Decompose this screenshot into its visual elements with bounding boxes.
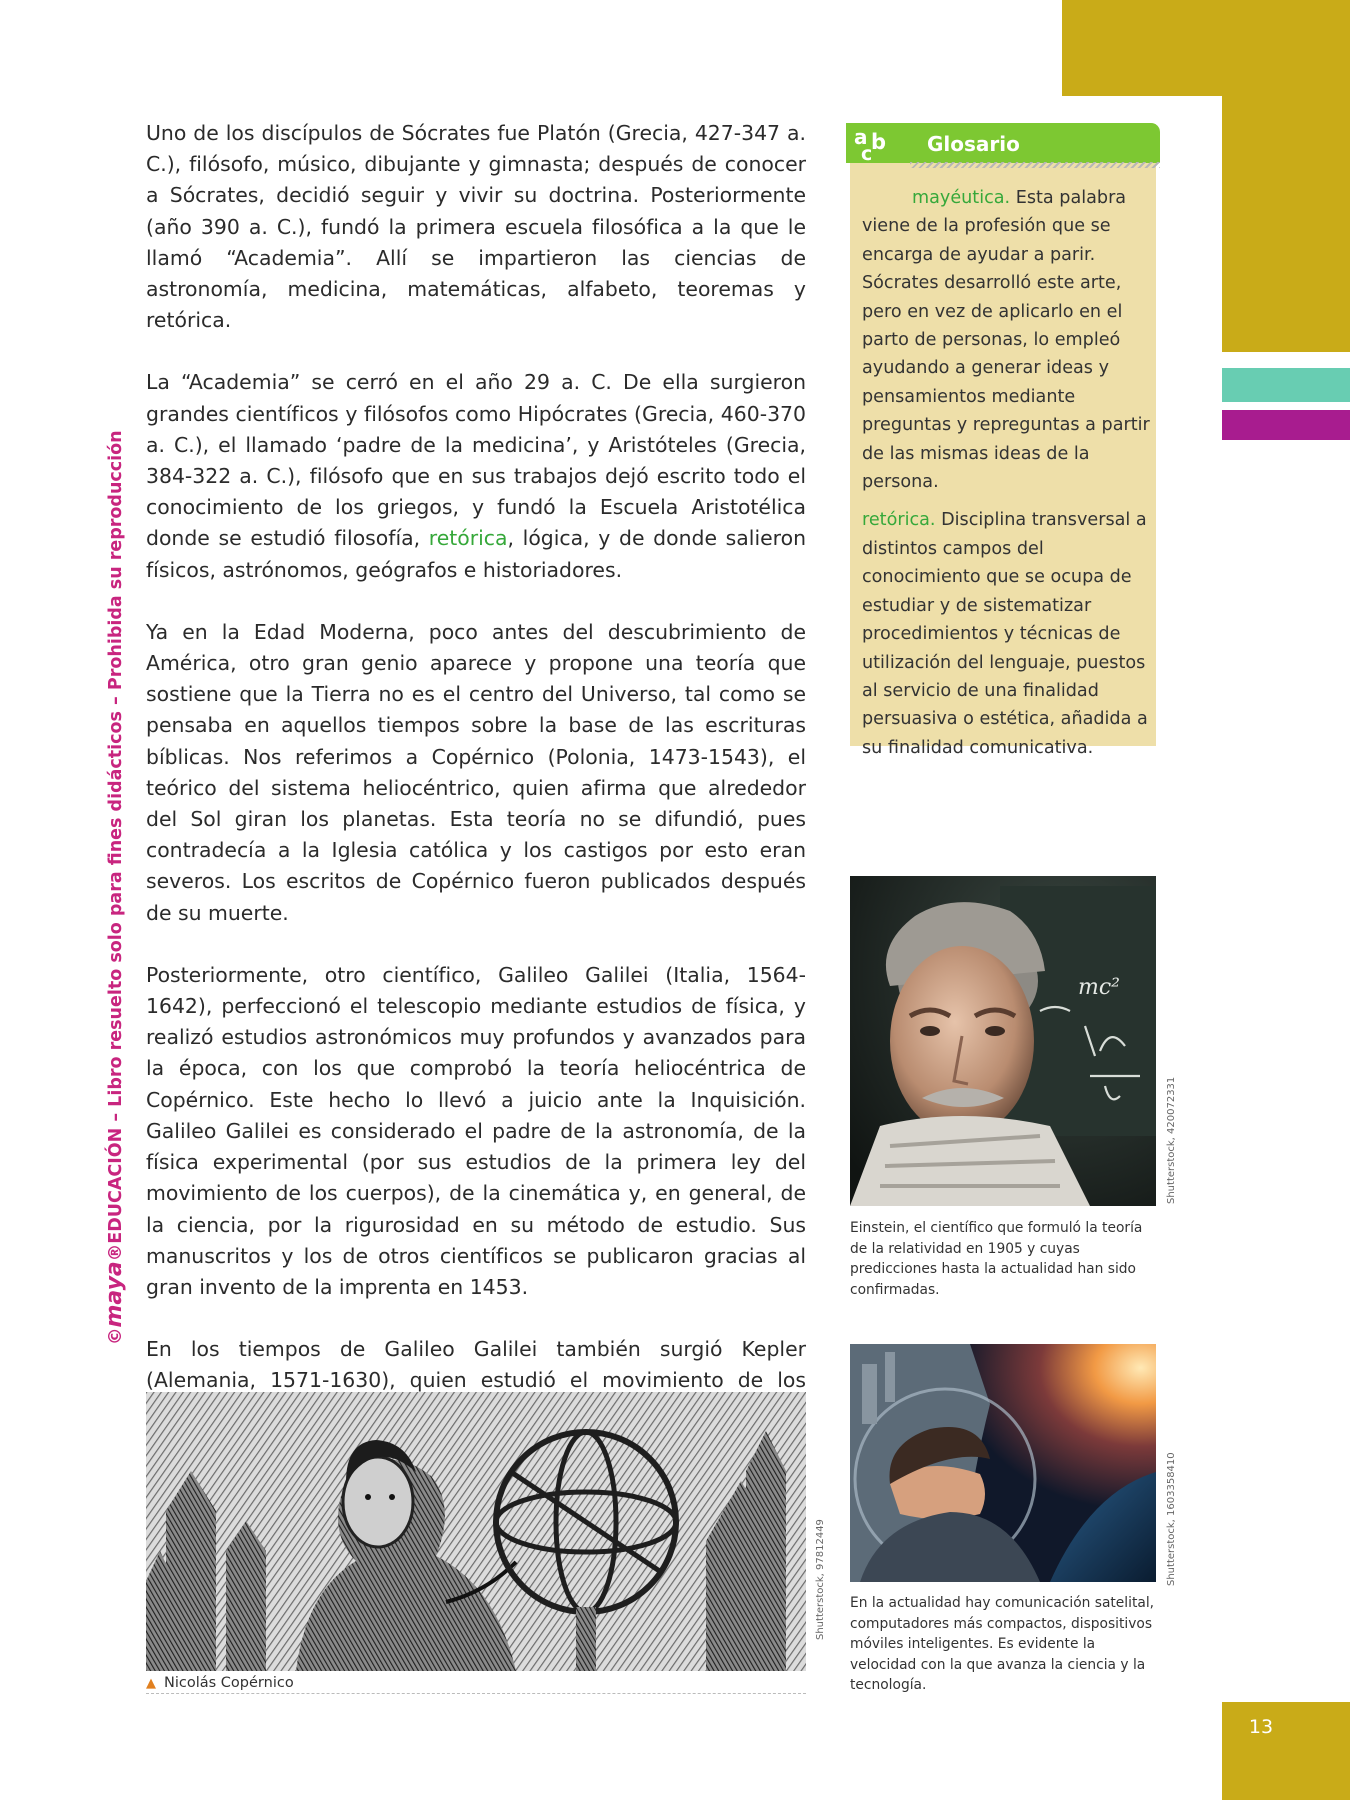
page-number-block [1222, 1702, 1350, 1800]
decorative-gold-band [1062, 0, 1350, 96]
glossary-definition: Esta palabra viene de la profesión que se encarga de ayudar a parir. Sócrates desarrolló este arte, pero en vez de aplicarlo en el parto de personas, lo empleó ayudando a generar ideas y pensamientos mediante preguntas y repreguntas a partir de las mismas ideas de la persona. [862, 188, 1150, 493]
paragraph-platon: Uno de los discípulos de Sócrates fue Platón (Grecia, 427-347 a. C.), filósofo, músico, dibujante y gimnasta; después de conocer a Sócrates, decidió seguir y vivir su doctrina. Posteriormente (año 390 a. C.), fundó la primera escuela filosófica a la que le llamó “Academia”. Allí se impartieron las ciencias de astronomía, medicina, matemáticas, alfabeto, teoremas y retórica. [146, 121, 806, 333]
decorative-teal-bar [1222, 368, 1350, 402]
paragraph-academia-text-a: La “Academia” se cerró en el año 29 a. C. De ella surgieron grandes científicos y filósofos como Hipócrates (Grecia, 460-370 a. C.), el llamado ‘padre de la medicina’, y Aristóteles (Grecia, 384-322 a. C.), filósofo que en sus trabajos dejó escrito todo el conocimiento de los griegos, y fundó la Escuela Aristotélica donde se estudió filosofía, [146, 370, 806, 551]
decorative-magenta-bar [1222, 410, 1350, 440]
glossary-body [862, 184, 1152, 772]
glossary-definition: Disciplina transversal a distintos campos del conocimiento que se ocupa de estudiar y de sistematizar procedimientos y técnicas de utilización del lenguaje, puestos al servicio de una finalidad persuasiva o estética, añadida a su finalidad comunicativa. [862, 510, 1148, 758]
glossary-title: Glosario [927, 132, 1020, 156]
einstein-photo-credit: Shutterstock, 420072331 [1166, 1076, 1177, 1204]
main-text-column [146, 118, 806, 1552]
glossary-header [846, 123, 1160, 163]
registered-mark: ® [106, 1243, 126, 1262]
paragraph-copernico: Ya en la Edad Moderna, poco antes del descubrimiento de América, otro gran genio aparece y propone una teoría que sostiene que la Tierra no es el centro del Universo, tal como se pensaba en aquellos tiempos sobre la base de las escrituras bíblicas. Nos referimos a Copérnico (Polonia, 1473-1543), el teórico del sistema heliocéntrico, quien afirma que alrededor del Sol giran los planetas. Esta teoría no se difundió, pues contradecía a la Iglesia católica y los castigos por esto eran severos. Los escritos de Copérnico fueron publicados después de su muerte. [146, 619, 806, 925]
paragraph-academia [146, 367, 806, 585]
triangle-marker-icon: ▲ [146, 1676, 156, 1691]
paragraph-academia-text-b: , lógica, y de donde salieron físicos, astrónomos, geógrafos e historiadores. [146, 526, 807, 582]
paragraph-galileo: Posteriormente, otro científico, Galileo Galilei (Italia, 1564-1642), perfeccionó el telescopio mediante estudios de física, y realizó estudios astronómicos muy profundos y avanzados para la época, con los que comprobó la teoría heliocéntrica de Copérnico. Este hecho lo llevó a juicio ante la Inquisición. Galileo Galilei es considerado el padre de la astronomía, de la física experimental (por sus estudios de la primera ley del movimiento de los cuerpos), de la cinemática y, en general, de la ciencia, por la rigurosidad en su método de estudio. Sus manuscritos y los de otros científicos se publicaron gracias al gran invento de la imprenta en 1453. [146, 962, 806, 1299]
glossary-keyword-retorica[interactable]: retórica [428, 526, 508, 551]
astronaut-caption: En la actualidad hay comunicación satelital, computadores más compactos, dispositivos móviles inteligentes. Es evidente la velocidad con la que avanza la ciencia y la tecnología. [850, 1595, 1155, 1693]
glossary-box [850, 124, 1156, 758]
einstein-photo [850, 876, 1156, 1206]
brand-logo: maya [102, 1261, 127, 1328]
page-number: 13 [1248, 1716, 1274, 1738]
copernico-caption-text: Nicolás Copérnico [164, 1675, 294, 1691]
astronaut-photo [850, 1344, 1156, 1582]
glossary-entry [862, 506, 1152, 762]
astronaut-photo-credit: Shutterstock, 1603358410 [1166, 1452, 1177, 1586]
glossary-entry [862, 184, 1152, 496]
copernico-caption [146, 1675, 806, 1694]
copyright-symbol: © [106, 1327, 126, 1345]
copernico-engraving [146, 1392, 806, 1671]
einstein-caption: Einstein, el científico que formuló la teoría de la relatividad en 1905 y cuyas predicciones hasta la actualidad han sido confirmadas. [850, 1220, 1143, 1298]
copernico-photo-credit: Shutterstock, 97812449 [815, 1519, 826, 1640]
copyright-text: EDUCACIÓN – Libro resuelto solo para fines didácticos – Prohibida su reproducción [106, 430, 126, 1244]
glossary-term: mayéutica. [912, 188, 1011, 208]
decorative-gold-bar [1222, 96, 1350, 352]
paragraph-kepler: En los tiempos de Galileo Galilei también surgió Kepler (Alemania, 1571-1630), quien estudió el movimiento de los [146, 1337, 806, 1393]
glossary-stripe [910, 162, 1160, 168]
glossary-abc-icon: a b c [854, 125, 887, 165]
copyright-notice [102, 430, 127, 1345]
board-formula: mc² [1078, 975, 1121, 1000]
glossary-term: retórica. [862, 510, 936, 531]
